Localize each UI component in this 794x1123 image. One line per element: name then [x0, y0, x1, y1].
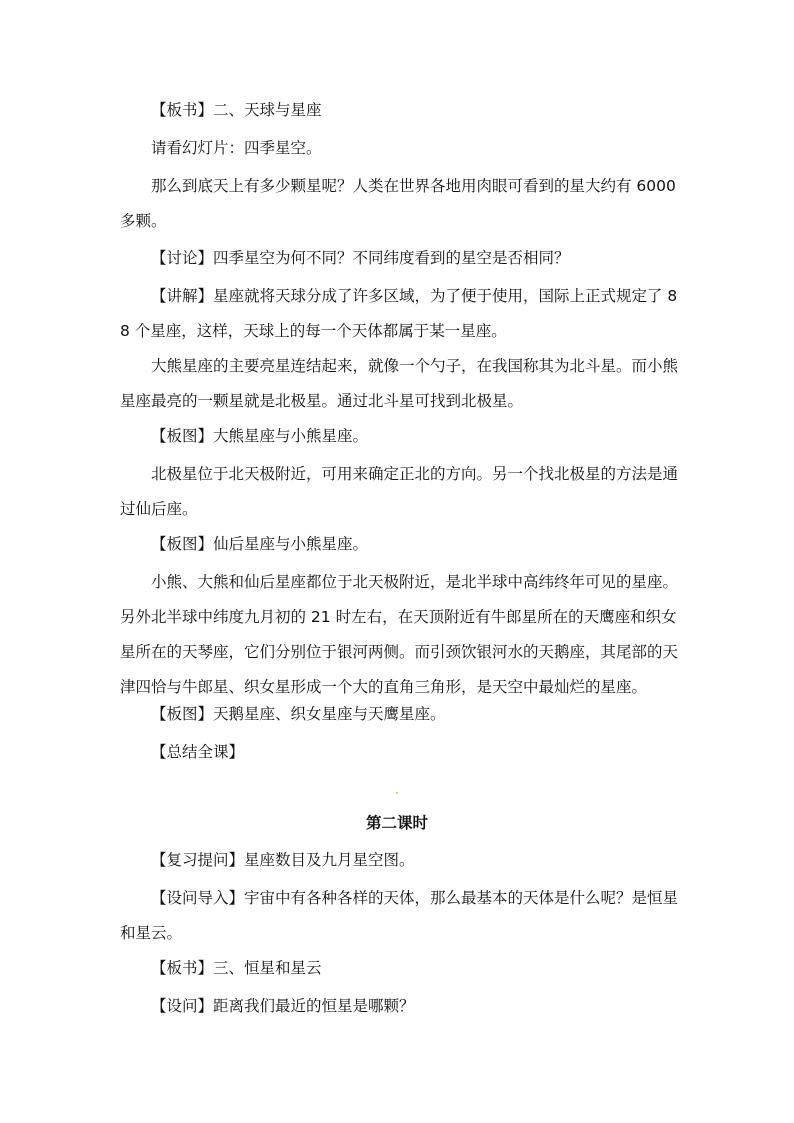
paragraph-explanation: 【讲解】星座就将天球分成了许多区域，为了便于使用，国际上正式规定了 88 个星座，这样，天球上的每一个天体都属于某一星座。	[120, 287, 678, 340]
paragraph-constellations: 小熊、大熊和仙后星座都位于北天极附近，是北半球中高纬终年可见的星座。另外北半球中纬度九月初的 21 时左右，在天顶附近有牛郎星所在的天鹰座和织女星所在的天琴座，它们分别位于银河两侧。而引颈饮银河水的天鹅座，其尾部的天津四恰与牛郎星、织女星形成一个大的直角三角形，是天空中最灿烂的星座。	[120, 573, 679, 696]
paragraph-big-dipper: 大熊星座的主要亮星连结起来，就像一个勺子，在我国称其为北斗星。而小熊星座最亮的一颗星就是北极星。通过北斗星可找到北极星。	[120, 357, 679, 410]
paragraph-question: 【设问】距离我们最近的恒星是哪颗？	[151, 997, 415, 1015]
paragraph-board-heading-1: 【板书】二、天球与星座	[151, 101, 322, 119]
stray-mark	[396, 792, 398, 794]
paragraph-board-figure-1: 【板图】大熊星座与小熊星座。	[151, 427, 369, 445]
paragraph-board-heading-3: 【板书】三、恒星和星云	[151, 959, 322, 977]
paragraph-board-figure-3: 【板图】天鹅星座、织女星座与天鹰星座。	[151, 705, 446, 723]
paragraph-slideshow: 请看幻灯片：四季星空。	[151, 139, 322, 157]
paragraph-review: 【复习提问】星座数目及九月星空图。	[151, 851, 415, 869]
paragraph-star-count: 那么到底天上有多少颗星呢？人类在世界各地用肉眼可看到的星大约有 6000 多颗。	[120, 177, 676, 230]
paragraph-board-figure-2: 【板图】仙后星座与小熊星座。	[151, 535, 369, 553]
paragraph-introduction: 【设问导入】宇宙中有各种各样的天体，那么最基本的天体是什么呢？是恒星和星云。	[120, 889, 679, 942]
paragraph-discussion: 【讨论】四季星空为何不同？不同纬度看到的星空是否相同？	[151, 249, 570, 267]
section-heading: 第二课时	[365, 814, 428, 832]
paragraph-summary: 【总结全课】	[151, 743, 245, 761]
paragraph-polaris: 北极星位于北天极附近，可用来确定正北的方向。另一个找北极星的方法是通过仙后座。	[120, 465, 679, 518]
